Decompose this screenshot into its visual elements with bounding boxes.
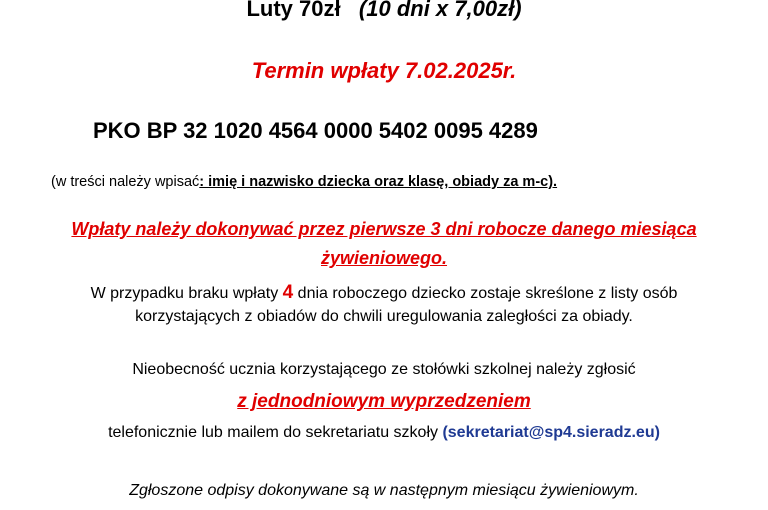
bank-account: PKO BP 32 1020 4564 0000 5402 0095 4289 xyxy=(93,118,538,143)
missing-before: W przypadku braku wpłaty xyxy=(90,285,283,302)
footer-note: Zgłoszone odpisy dokonywane są w następnym miesiącu żywieniowym. xyxy=(129,482,639,499)
school-email: (sekretariat@sp4.sieradz.eu) xyxy=(442,424,660,441)
missing-after: dnia roboczego dziecko zostaje skreślone z listy osób xyxy=(293,285,678,302)
missing-payment-line1 xyxy=(0,282,768,304)
absence-line3 xyxy=(0,424,768,442)
payment-warning-line1: Wpłaty należy dokonywać przez pierwsze 3 dni robocze danego miesiąca xyxy=(71,219,697,239)
month-label: Luty 70zł xyxy=(246,0,341,21)
note-emphasis: : imię i nazwisko dziecka oraz klasę, obiady za m-c). xyxy=(199,174,558,190)
note-prefix: (w treści należy wpisać xyxy=(51,174,200,190)
absence-line2: z jednodniowym wyprzedzeniem xyxy=(237,391,531,412)
absence-prefix: telefonicznie lub mailem do sekretariatu szkoły xyxy=(108,424,443,441)
payment-warning-line2: żywieniowego. xyxy=(320,248,448,268)
payment-deadline: Termin wpłaty 7.02.2025r. xyxy=(251,58,517,83)
month-detail: (10 dni x 7,00zł) xyxy=(358,0,522,21)
transfer-title-note xyxy=(51,174,557,190)
month-fee xyxy=(0,0,768,22)
missing-day: 4 xyxy=(282,282,294,303)
missing-payment-line2: korzystających z obiadów do chwili uregulowania zaległości za obiady. xyxy=(135,308,633,325)
absence-line1: Nieobecność ucznia korzystającego ze stołówki szkolnej należy zgłosić xyxy=(132,361,636,378)
